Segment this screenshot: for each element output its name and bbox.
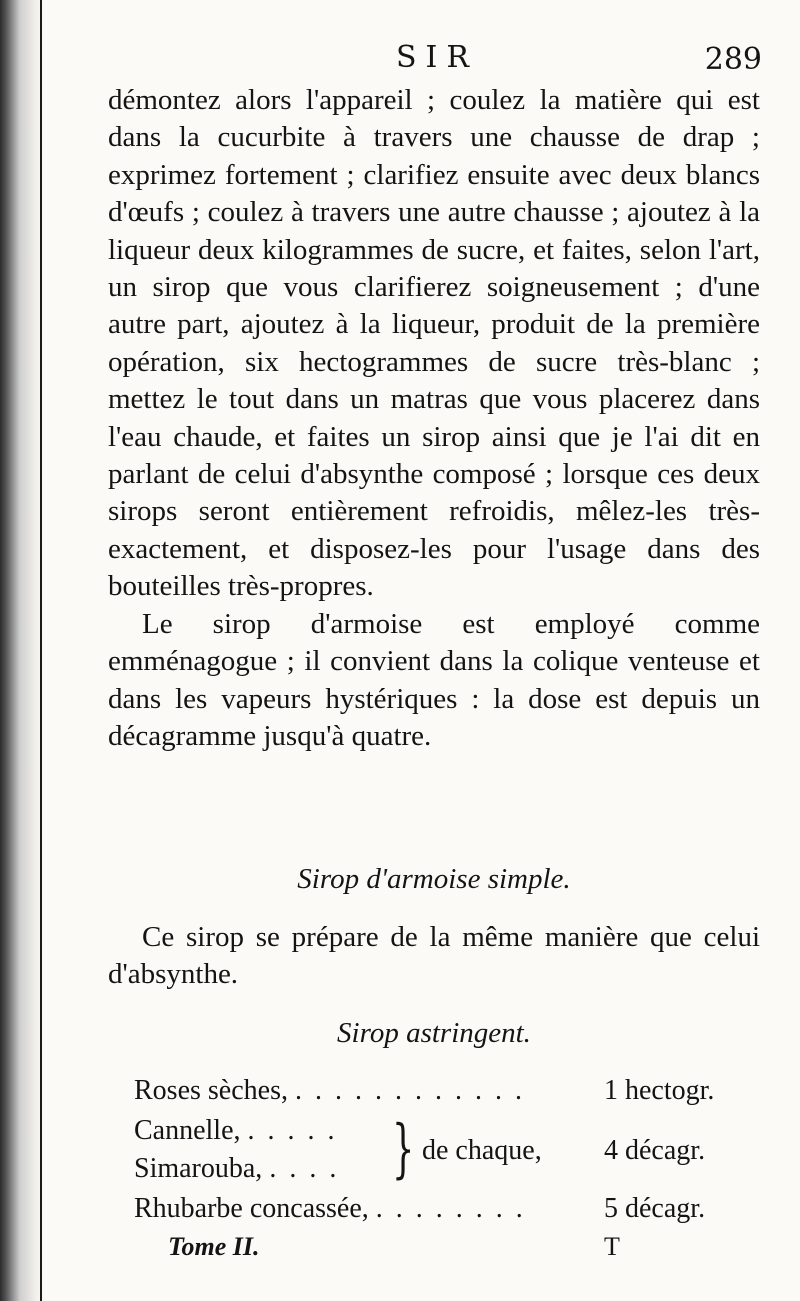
leader-dots: . . . .	[269, 1153, 340, 1184]
section-heading-sirop-astringent: Sirop astringent.	[337, 1017, 531, 1049]
signature-mark: T	[604, 1232, 620, 1261]
ingredient-row	[134, 1115, 338, 1147]
leader-dots: . . . . .	[247, 1115, 338, 1146]
grouped-note: de chaque,	[422, 1135, 542, 1166]
page-number: 289	[704, 42, 762, 77]
binding-edge	[40, 0, 42, 1301]
ingredient-quantity: 5 décagr.	[604, 1193, 706, 1224]
grouping-brace: }	[392, 1112, 415, 1186]
paragraph-usage: Le sirop d'armoise est employé comme emménagogue ; il convient dans la colique venteuse et dans les vapeurs hystériques : la dose est depuis un décagramme jusqu'à quatre.	[108, 607, 760, 752]
page-binding-shadow	[0, 0, 44, 1301]
ingredient-name: Rhubarbe concassée,	[134, 1193, 369, 1224]
ingredient-row	[134, 1075, 525, 1107]
grouped-quantity: 4 décagr.	[604, 1135, 706, 1166]
paragraph-armoise-simple: Ce sirop se prépare de la même manière que celui d'absynthe.	[108, 921, 760, 991]
ingredient-name: Roses sèches,	[134, 1075, 288, 1106]
ingredient-name: Cannelle,	[134, 1115, 241, 1146]
leader-dots: . . . . . . . .	[375, 1193, 526, 1224]
ingredient-row	[134, 1193, 526, 1225]
body-text	[108, 82, 760, 755]
ingredient-list	[134, 1075, 764, 1230]
ingredient-row	[134, 1153, 339, 1185]
section-heading-armoise-simple: Sirop d'armoise simple.	[297, 863, 571, 895]
page-header	[110, 38, 762, 84]
ingredient-name: Simarouba,	[134, 1153, 263, 1184]
leader-dots: . . . . . . . . . . . .	[294, 1075, 525, 1106]
paragraph-preparation: démontez alors l'appareil ; coulez la matière qui est dans la cucurbite à travers une chausse de drap ; exprimez fortement ; clarifiez ensuite avec deux blancs d'œufs ; coulez à travers une autre chausse ; ajoutez à la liqueur deux kilogrammes de sucre, et faites, selon l'art, un sirop que vous clarifierez soigneusement ; d'une autre part, ajoutez à la liqueur, produit de la première opération, six hectogrammes de sucre très-blanc ; mettez le tout dans un matras que vous placerez dans l'eau chaude, et faites un sirop ainsi que je l'ai dit en parlant de celui d'absynthe composé ; lorsque ces deux sirops seront entièrement refroidis, mêlez-les très-exactement, et disposez-les pour l'usage dans des bouteilles très-propres.	[108, 84, 760, 603]
page-footer	[108, 1232, 760, 1268]
running-head: SIR	[396, 40, 478, 75]
volume-label: Tome II.	[168, 1232, 260, 1261]
ingredient-quantity: 1 hectogr.	[604, 1075, 715, 1106]
